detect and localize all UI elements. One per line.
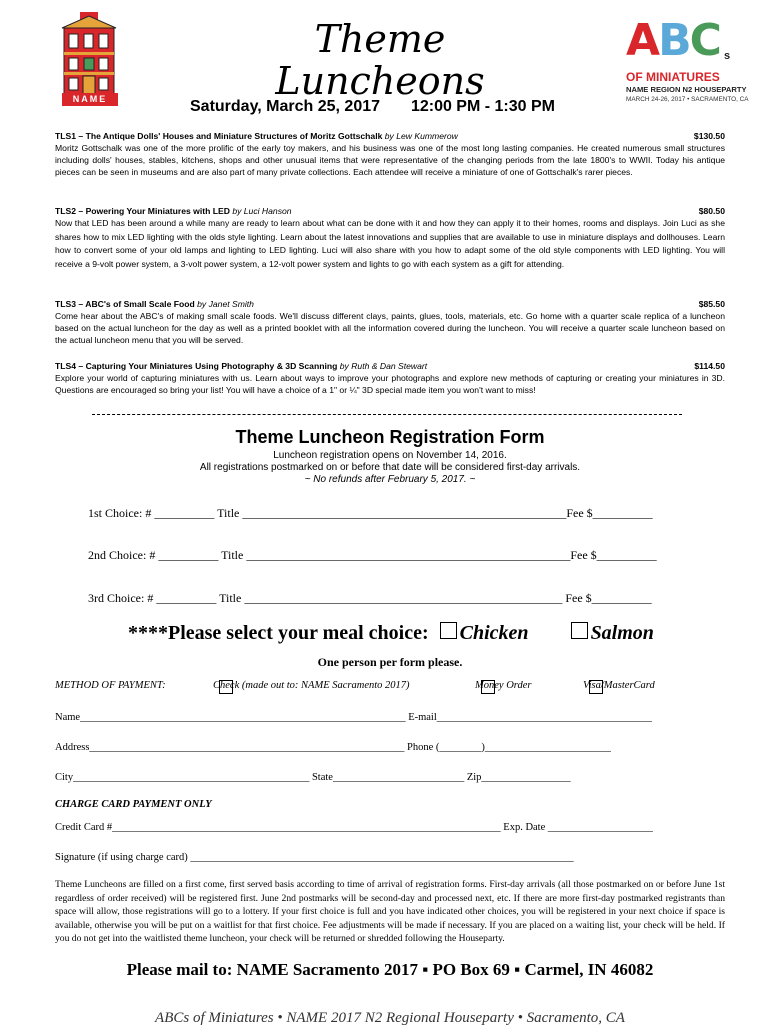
salmon-option: Salmon bbox=[590, 622, 654, 644]
no-refunds-note: ~ No refunds after February 5, 2017. ~ bbox=[304, 474, 476, 485]
logo-line-3: MARCH 24-26, 2017 • SACRAMENTO, CA bbox=[626, 96, 749, 103]
class-header bbox=[55, 298, 725, 310]
money-order-label: Money Order bbox=[475, 680, 532, 691]
class-title-line bbox=[55, 360, 427, 372]
second-choice-field[interactable]: 2nd Choice: # __________ Title ______________________________________________________Fee $__________ bbox=[88, 548, 657, 562]
one-person-note: One person per form please. bbox=[317, 655, 463, 669]
name-logo-label: NAME bbox=[62, 93, 118, 106]
title-line-1: Theme bbox=[314, 17, 446, 61]
payment-method-row bbox=[55, 680, 735, 694]
class-title: TLS4 – Capturing Your Miniatures Using Photography & 3D Scanning bbox=[55, 361, 338, 371]
chicken-checkbox[interactable] bbox=[440, 622, 457, 639]
first-choice-field[interactable]: 1st Choice: # __________ Title ______________________________________________________Fee $__________ bbox=[88, 506, 653, 520]
name-email-field[interactable]: Name______________________________________________________________ E-mail_________________________________________ bbox=[55, 712, 653, 723]
address-phone-field[interactable]: Address____________________________________________________________ Phone (________)________________________ bbox=[55, 742, 611, 753]
class-header bbox=[55, 205, 725, 217]
footer: ABCs of Miniatures • NAME 2017 N2 Regional Houseparty • Sacramento, CA bbox=[155, 1010, 625, 1026]
logo-letter-c: C bbox=[689, 15, 720, 66]
class-title-line bbox=[55, 298, 254, 310]
class-title: TLS2 – Powering Your Miniatures with LED bbox=[55, 206, 230, 216]
visa-mastercard-label: Visa/MasterCard bbox=[583, 680, 655, 691]
class-title-line bbox=[55, 205, 292, 217]
credit-card-field[interactable]: Credit Card #__________________________________________________________________________ Exp. Date ____________________ bbox=[55, 822, 653, 833]
event-date: Saturday, March 25, 2017 bbox=[190, 98, 381, 115]
class-instructor: by Lew Kummerow bbox=[384, 131, 458, 141]
logo-suffix: s bbox=[724, 50, 731, 62]
class-instructor: by Luci Hanson bbox=[232, 206, 292, 216]
class-instructor: by Janet Smith bbox=[197, 299, 254, 309]
class-price: $85.50 bbox=[698, 299, 725, 309]
class-tls1 bbox=[55, 130, 725, 178]
form-title: Theme Luncheon Registration Form bbox=[235, 427, 545, 447]
page-title bbox=[240, 18, 520, 102]
logo-letter-b: B bbox=[658, 15, 690, 66]
meal-choice bbox=[128, 622, 654, 645]
class-price: $114.50 bbox=[694, 361, 725, 371]
cut-line-divider bbox=[92, 414, 682, 415]
class-tls4 bbox=[55, 360, 725, 396]
event-time: 12:00 PM - 1:30 PM bbox=[410, 98, 555, 115]
payment-method-label: METHOD OF PAYMENT: bbox=[55, 680, 166, 691]
class-header bbox=[55, 130, 725, 142]
logo-line-2: NAME REGION N2 HOUSEPARTY bbox=[626, 85, 747, 94]
class-tls3 bbox=[55, 298, 725, 346]
class-description: Moritz Gottschalk was one of the more prolific of the early toy makers, and his business was one of the most long lasting companies. He created numerous small structures including dolls' houses, stables, kitchens, shops and other unusual items that were representative of the changing periods from the late 1800's to WWII. Today his antique pieces can be seen in museums and are also part of many private collections. Each attendee will receive a miniature of one of Gottschalk's rarer pieces. bbox=[55, 143, 725, 177]
charge-card-heading: CHARGE CARD PAYMENT ONLY bbox=[55, 799, 212, 810]
salmon-checkbox[interactable] bbox=[571, 622, 588, 639]
class-tls2 bbox=[55, 205, 725, 271]
mail-to-address: Please mail to: NAME Sacramento 2017 ▪ PO Box 69 ▪ Carmel, IN 46082 bbox=[126, 960, 654, 979]
event-date-time bbox=[190, 98, 590, 116]
third-choice-field[interactable]: 3rd Choice: # __________ Title _____________________________________________________ Fee $__________ bbox=[88, 591, 652, 605]
class-title: TLS1 – The Antique Dolls' Houses and Miniature Structures of Moritz Gottschalk bbox=[55, 131, 383, 141]
chicken-option: Chicken bbox=[459, 622, 529, 644]
class-description: Explore your world of capturing miniatures with us. Learn about ways to improve your photographs and explore new methods of capturing or creating your miniatures in 3D. Questions are encouraged so bring your list! You will have a choice of a 1" or ¼" 3D special made item you won't want to miss! bbox=[55, 373, 725, 395]
logo-letter-a: A bbox=[626, 15, 659, 66]
house-icon bbox=[58, 12, 120, 96]
signature-field[interactable]: Signature (if using charge card) _________________________________________________________________________ bbox=[55, 852, 574, 863]
class-header bbox=[55, 360, 725, 372]
logo-line-1: OF MINIATURES bbox=[626, 70, 720, 84]
meal-prompt: ****Please select your meal choice: bbox=[128, 622, 429, 644]
abcs-of-miniatures-logo bbox=[618, 14, 748, 109]
abc-letters bbox=[626, 14, 720, 68]
class-title-line bbox=[55, 130, 458, 142]
registration-opens: Luncheon registration opens on November 14, 2016. bbox=[273, 450, 507, 461]
class-description: Come hear about the ABC's of making small scale foods. We'll discuss different clays, paints, glues, tools, materials, etc. Go home with a quarter scale replica of a luncheon based on the actual luncheon for the day as well as a printed booklet with all the information covered during the luncheon. You will receive a quarter scale luncheon based on the actual luncheon menu that you will be served. bbox=[55, 311, 725, 345]
registration-policy: Theme Luncheons are filled on a first come, first served basis according to time of arrival of registration forms. First-day arrivals (all those postmarked on or before June 1st regardless of order received) will be registered first. June 2nd postmarks will be second-day and processed next, etc. If there are more first-day postmarked registrants than space will allow, those registrations will go to a lottery. If your first choice is full and you have indicated other choices, you will be registered in your next choice if space is available, otherwise you will be put on a waitlist for that first choice. Fee adjustments will be made if necessary. If you are placed on a waiting list, your check will be held. If you do not get into the waitlisted theme luncheon, your check will be returned or shredded following the Houseparty. bbox=[55, 879, 725, 944]
class-instructor: by Ruth & Dan Stewart bbox=[339, 361, 428, 371]
title-line-2: Luncheons bbox=[275, 59, 485, 103]
postmark-note: All registrations postmarked on or before that date will be considered first-day arrivals. bbox=[199, 462, 581, 473]
class-price: $80.50 bbox=[698, 206, 725, 216]
city-state-zip-field[interactable]: City_____________________________________________ State_________________________ Zip_________________ bbox=[55, 772, 571, 783]
check-label: Check (made out to: NAME Sacramento 2017) bbox=[213, 680, 410, 691]
class-price: $130.50 bbox=[693, 131, 725, 141]
class-title: TLS3 – ABC's of Small Scale Food bbox=[55, 299, 195, 309]
class-description: Now that LED has been around a while many are ready to learn about what can be done with it and how they can apply it to their homes, rooms and displays. Join Luci as she shares how to mix LED lighting with the olds style lighting. Learn about the latest innovations and supplies that are available to use in miniature displays and dollhouses. Learn how to convert some of your old lamps and lighting to LED lighting. Luci will also share with you how to adapt some of the old style components with LED lighting. You will receive a 9-volt power system, a 3-volt power system, a 12-volt power system and lights to go with each system as a gift for attending. bbox=[55, 218, 725, 269]
